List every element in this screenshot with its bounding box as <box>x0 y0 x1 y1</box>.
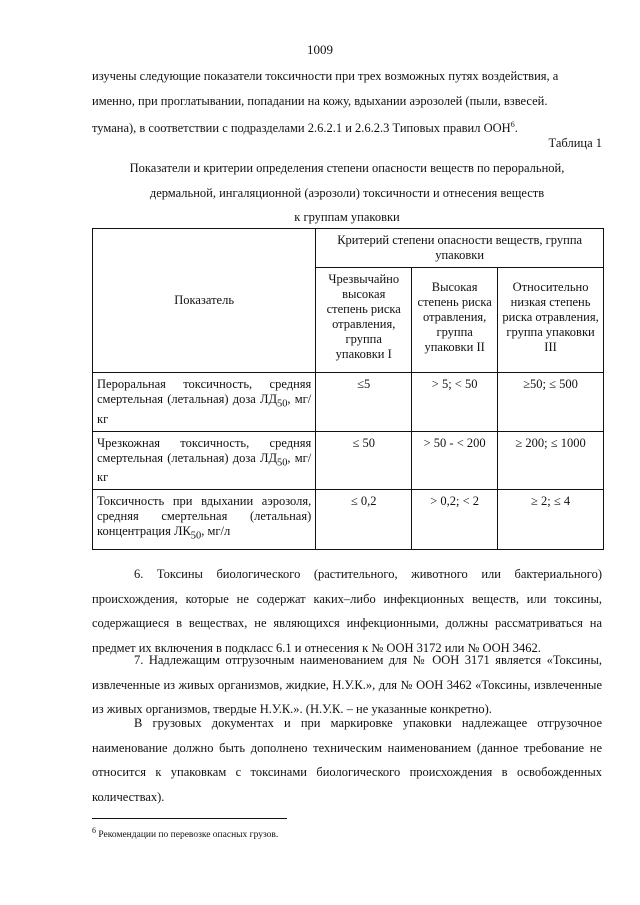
footnote: $^6$ Рекомендации по перевозке опасных грузов. <box>92 826 279 841</box>
value-group-1: ≤ 0,2 <box>316 490 412 550</box>
value-group-2: > 50 - < 200 <box>412 431 498 490</box>
header-criterion: Критерий степени опасности веществ, группа упаковки <box>316 229 604 268</box>
header-group-2: Высокая степень риска отравления, группа упаковки II <box>412 268 498 373</box>
paragraph-7: 7. Надлежащим отгрузочным наименованием для № ООН 3171 является «Токсины, извлеченные из живых организмов, жидкие, Н.У.К.», для № ООН 3462 «Токсины, извлеченные из живых организмов, твердые Н.У.К.». (Н.У.К. – не указанные конкретно). <box>92 653 602 716</box>
value-group-1: ≤5 <box>316 373 412 432</box>
table-row <box>93 431 604 490</box>
header-group-1: Чрезвычайно высокая степень риска отравления, группа упаковки I <box>316 268 412 373</box>
value-group-2: > 0,2; < 2 <box>412 490 498 550</box>
page-number: 1009 <box>307 42 333 57</box>
intro-line: тумана), в соответствии с подразделами 2.6.2.1 и 2.6.2.3 Типовых правил ООН$^6$. <box>92 120 518 136</box>
indicator-cell: Чрезкожная токсичность, средняя смертельная (летальная) доза $ЛД_{50}$, мг/кг <box>93 431 316 490</box>
value-group-3: ≥ 2; ≤ 4 <box>498 490 604 550</box>
indicator-cell: Токсичность при вдыхании аэрозоля, средняя смертельная (летальная) концентрация $ЛК_{50}$, мг/л <box>93 490 316 550</box>
paragraph-8: В грузовых документах и при маркировке упаковки надлежащее отгрузочное наименование должно быть дополнено техническим наименованием (данное требование не относится к упаковкам с токсинами биологического происхождения в освобожденных количествах). <box>92 716 602 804</box>
footnote-ref: 6 <box>510 120 515 129</box>
intro-line: именно, при проглатывании, попадании на кожу, вдыхании аэрозолей (пыли, взвесей. <box>92 93 548 108</box>
criteria-table <box>92 228 604 550</box>
value-group-1: ≤ 50 <box>316 431 412 490</box>
table-label: Таблица 1 <box>548 136 602 150</box>
value-group-3: ≥ 200; ≤ 1000 <box>498 431 604 490</box>
header-group-3: Относительно низкая степень риска отравления, группа упаковки III <box>498 268 604 373</box>
intro-paragraph <box>92 64 602 141</box>
intro-line: изучены следующие показатели токсичности при трех возможных путях воздействия, а <box>92 69 559 83</box>
table-caption: Показатели и критерии определения степени опасности веществ по пероральной, дермальной, ингаляционной (аэрозоли) токсичности и отнесения веществ к группам упаковки <box>129 161 565 224</box>
footnote-separator <box>92 818 287 819</box>
value-group-3: ≥50; ≤ 500 <box>498 373 604 432</box>
indicator-cell: Пероральная токсичность, средняя смертельная (летальная) доза $ЛД_{50}$, мг/кг <box>93 373 316 432</box>
table-row <box>93 490 604 550</box>
header-indicator: Показатель <box>93 229 316 373</box>
table-row <box>93 373 604 432</box>
paragraph-6: 6. Токсины биологического (растительного, животного или бактериального) происхождения, которые не содержат каких–либо инфекционных веществ, или токсины, содержащиеся в веществах, не являющихся инфекционными, должны рассматриваться на предмет их включения в подкласс 6.1 и отнесения к № ООН 3172 или № ООН 3462. <box>92 567 602 655</box>
value-group-2: > 5; < 50 <box>412 373 498 432</box>
